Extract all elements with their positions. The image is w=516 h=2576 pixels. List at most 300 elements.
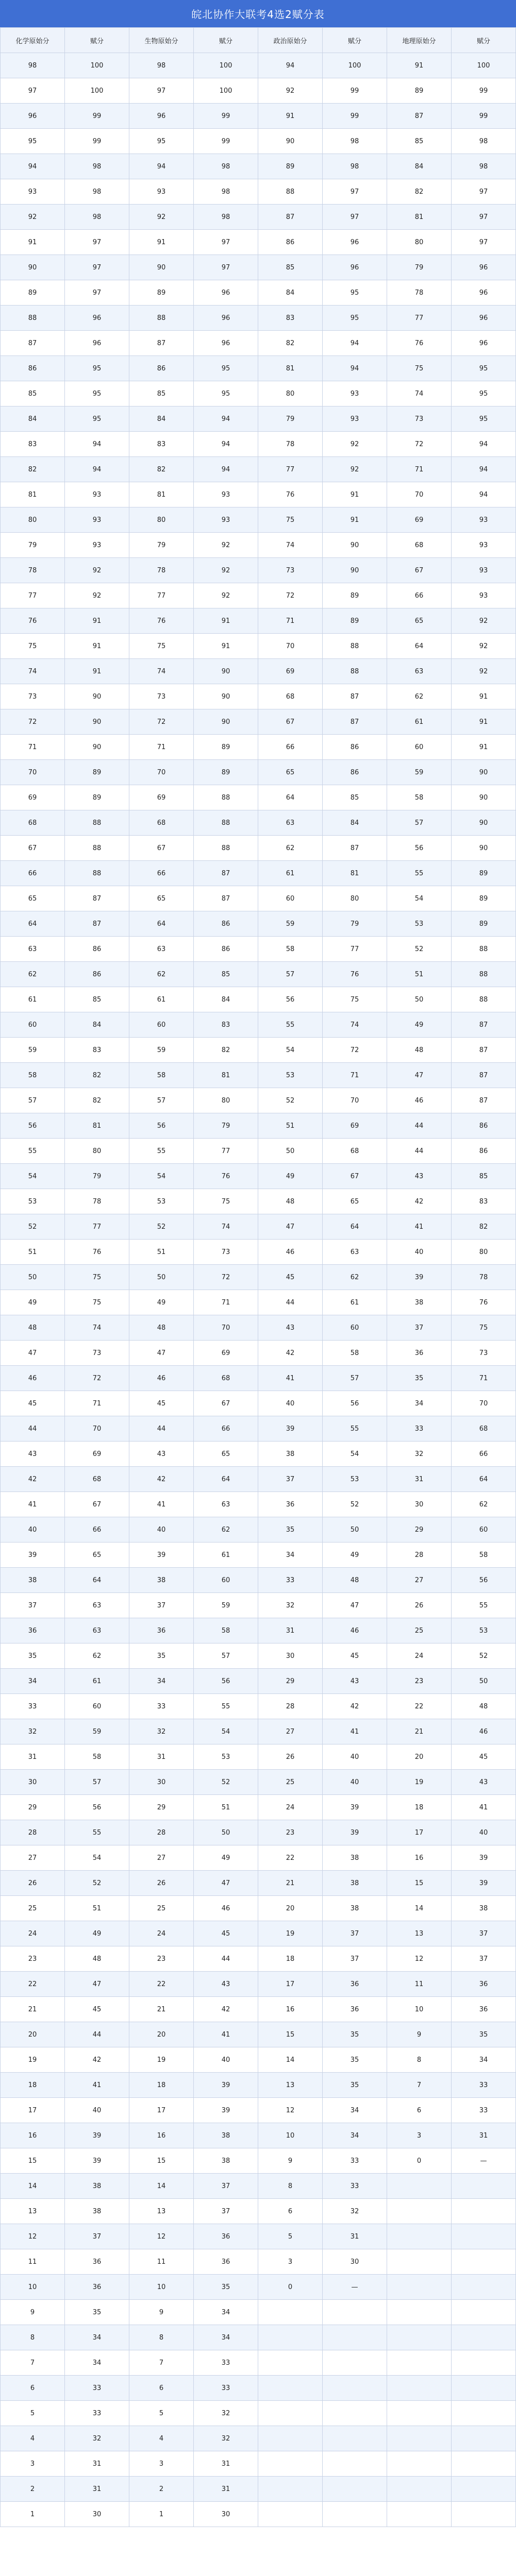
cell-geography-score: 48 [452,1694,516,1719]
cell-chemistry-score: 88 [65,836,129,861]
cell-chemistry-raw: 88 [1,306,65,331]
cell-biology-score: 49 [194,1845,258,1871]
cell-chemistry-raw: 72 [1,709,65,735]
table-row [1,406,516,432]
cell-geography-raw [387,2249,452,2275]
cell-biology-score: 88 [194,785,258,810]
cell-geography-raw [387,2426,452,2451]
cell-geography-raw: 62 [387,684,452,709]
cell-biology-raw: 56 [129,1113,194,1139]
cell-chemistry-raw: 95 [1,129,65,154]
cell-geography-raw: 37 [387,1315,452,1341]
cell-biology-score: 70 [194,1315,258,1341]
cell-chemistry-raw: 56 [1,1113,65,1139]
cell-chemistry-raw: 69 [1,785,65,810]
cell-politics-raw: 56 [258,987,323,1012]
cell-geography-raw: 23 [387,1669,452,1694]
cell-geography-score: 38 [452,1896,516,1921]
cell-biology-raw: 61 [129,987,194,1012]
cell-biology-score: 98 [194,205,258,230]
cell-geography-raw: 76 [387,331,452,356]
cell-politics-score: 49 [323,1543,387,1568]
cell-biology-raw: 39 [129,1543,194,1568]
cell-politics-score: 85 [323,785,387,810]
cell-politics-raw: 81 [258,356,323,381]
cell-chemistry-raw: 26 [1,1871,65,1896]
cell-chemistry-score: 85 [65,987,129,1012]
cell-biology-raw: 24 [129,1921,194,1946]
cell-politics-raw: 78 [258,432,323,457]
cell-biology-score: 43 [194,1972,258,1997]
cell-politics-score: 99 [323,104,387,129]
table-row [1,356,516,381]
cell-chemistry-score: 90 [65,709,129,735]
cell-biology-score: 42 [194,1997,258,2022]
cell-geography-raw: 26 [387,1593,452,1618]
cell-biology-score: 97 [194,255,258,280]
cell-geography-raw: 61 [387,709,452,735]
cell-geography-raw: 42 [387,1189,452,1214]
cell-geography-score: 41 [452,1795,516,1820]
cell-geography-raw: 64 [387,634,452,659]
cell-biology-raw: 48 [129,1315,194,1341]
cell-geography-score: 53 [452,1618,516,1643]
cell-politics-raw: 84 [258,280,323,306]
table-row [1,1946,516,1972]
cell-chemistry-raw: 41 [1,1492,65,1517]
cell-biology-score: 33 [194,2376,258,2401]
cell-biology-raw: 37 [129,1593,194,1618]
cell-chemistry-score: 38 [65,2199,129,2224]
cell-politics-raw: 66 [258,735,323,760]
cell-politics-raw: 35 [258,1517,323,1543]
cell-politics-score: 90 [323,533,387,558]
cell-geography-score: 82 [452,1214,516,1240]
cell-biology-raw: 74 [129,659,194,684]
cell-biology-score: 97 [194,230,258,255]
cell-chemistry-raw: 59 [1,1038,65,1063]
cell-chemistry-raw: 21 [1,1997,65,2022]
table-row [1,1088,516,1113]
cell-politics-score: 65 [323,1189,387,1214]
cell-biology-score: 35 [194,2275,258,2300]
cell-geography-score [452,2401,516,2426]
cell-chemistry-raw: 23 [1,1946,65,1972]
cell-chemistry-score: 95 [65,356,129,381]
cell-geography-score [452,2300,516,2325]
cell-politics-raw: 17 [258,1972,323,1997]
cell-chemistry-raw: 80 [1,507,65,533]
cell-geography-raw: 78 [387,280,452,306]
cell-chemistry-raw: 1 [1,2502,65,2527]
cell-politics-score: 38 [323,1845,387,1871]
cell-politics-raw: 42 [258,1341,323,1366]
cell-biology-raw: 34 [129,1669,194,1694]
table-row [1,2502,516,2527]
cell-geography-score: 40 [452,1820,516,1845]
cell-geography-score: 64 [452,1467,516,1492]
cell-geography-raw: 58 [387,785,452,810]
cell-geography-score: 96 [452,331,516,356]
cell-chemistry-score: 60 [65,1694,129,1719]
cell-politics-raw: 92 [258,78,323,104]
cell-chemistry-score: 30 [65,2502,129,2527]
cell-biology-raw: 15 [129,2148,194,2174]
cell-politics-raw: 24 [258,1795,323,1820]
cell-chemistry-score: 71 [65,1391,129,1416]
cell-politics-score: 88 [323,634,387,659]
cell-geography-raw: 9 [387,2022,452,2047]
table-row [1,634,516,659]
cell-biology-raw: 53 [129,1189,194,1214]
cell-chemistry-score: 86 [65,937,129,962]
cell-chemistry-raw: 30 [1,1770,65,1795]
cell-politics-score: 74 [323,1012,387,1038]
cell-geography-raw: 53 [387,911,452,937]
header-biology-score: 赋分 [194,28,258,53]
cell-politics-raw: 51 [258,1113,323,1139]
cell-biology-score: 65 [194,1442,258,1467]
cell-chemistry-raw: 54 [1,1164,65,1189]
table-row [1,533,516,558]
cell-geography-raw: 71 [387,457,452,482]
cell-chemistry-raw: 85 [1,381,65,406]
table-row [1,1214,516,1240]
cell-geography-raw: 36 [387,1341,452,1366]
cell-biology-raw: 45 [129,1391,194,1416]
cell-politics-score: 35 [323,2073,387,2098]
cell-politics-score: 39 [323,1820,387,1845]
cell-chemistry-score: 62 [65,1643,129,1669]
cell-politics-raw [258,2426,323,2451]
cell-politics-score: 56 [323,1391,387,1416]
cell-chemistry-raw: 27 [1,1845,65,1871]
cell-biology-raw: 84 [129,406,194,432]
table-row [1,684,516,709]
cell-biology-score: 90 [194,659,258,684]
cell-geography-score: 92 [452,634,516,659]
cell-politics-score: 75 [323,987,387,1012]
cell-biology-score: 92 [194,583,258,608]
cell-geography-score: 35 [452,2022,516,2047]
table-row [1,2275,516,2300]
cell-politics-raw: 12 [258,2098,323,2123]
cell-chemistry-score: 55 [65,1820,129,1845]
cell-chemistry-score: 81 [65,1113,129,1139]
cell-geography-raw: 54 [387,886,452,911]
cell-politics-score: 94 [323,331,387,356]
header-chemistry-raw: 化学原始分 [1,28,65,53]
cell-chemistry-score: 83 [65,1038,129,1063]
cell-biology-score: 74 [194,1214,258,1240]
cell-chemistry-score: 35 [65,2300,129,2325]
cell-politics-raw: 61 [258,861,323,886]
cell-politics-score: 77 [323,937,387,962]
table-row [1,1517,516,1543]
cell-chemistry-score: 90 [65,684,129,709]
table-row [1,2022,516,2047]
cell-biology-score: 98 [194,179,258,205]
cell-politics-raw: 10 [258,2123,323,2148]
cell-politics-score: 71 [323,1063,387,1088]
cell-politics-score: 67 [323,1164,387,1189]
cell-biology-raw: 4 [129,2426,194,2451]
cell-biology-raw: 38 [129,1568,194,1593]
cell-geography-raw: 75 [387,356,452,381]
cell-chemistry-raw: 40 [1,1517,65,1543]
cell-politics-raw: 82 [258,331,323,356]
cell-chemistry-raw: 89 [1,280,65,306]
cell-chemistry-score: 99 [65,129,129,154]
cell-chemistry-raw: 47 [1,1341,65,1366]
cell-politics-raw: 37 [258,1467,323,1492]
cell-biology-raw: 95 [129,129,194,154]
cell-biology-score: 39 [194,2098,258,2123]
cell-geography-raw [387,2199,452,2224]
cell-geography-score: 37 [452,1946,516,1972]
table-row [1,53,516,78]
cell-biology-raw: 96 [129,104,194,129]
cell-geography-score: 58 [452,1543,516,1568]
cell-geography-score: 33 [452,2073,516,2098]
cell-geography-raw: 22 [387,1694,452,1719]
cell-politics-raw: 43 [258,1315,323,1341]
header-politics-score: 赋分 [323,28,387,53]
cell-geography-raw: 51 [387,962,452,987]
cell-biology-raw: 59 [129,1038,194,1063]
table-body [1,53,516,2527]
cell-geography-score: 83 [452,1189,516,1214]
table-row [1,886,516,911]
cell-politics-score: 45 [323,1643,387,1669]
cell-politics-raw: 60 [258,886,323,911]
table-row [1,1265,516,1290]
cell-chemistry-raw: 43 [1,1442,65,1467]
cell-politics-score: 47 [323,1593,387,1618]
cell-geography-raw: 34 [387,1391,452,1416]
cell-biology-score: 86 [194,937,258,962]
cell-geography-raw: 31 [387,1467,452,1492]
cell-biology-raw: 80 [129,507,194,533]
cell-geography-raw: 3 [387,2123,452,2148]
cell-geography-raw: 85 [387,129,452,154]
cell-geography-score: 73 [452,1341,516,1366]
cell-politics-score: 93 [323,381,387,406]
table-row [1,179,516,205]
cell-politics-raw: 75 [258,507,323,533]
cell-biology-raw: 26 [129,1871,194,1896]
cell-biology-score: 96 [194,280,258,306]
cell-biology-raw: 40 [129,1517,194,1543]
cell-biology-raw: 18 [129,2073,194,2098]
cell-geography-score [452,2224,516,2249]
cell-chemistry-raw: 46 [1,1366,65,1391]
cell-chemistry-score: 97 [65,255,129,280]
cell-geography-score [452,2376,516,2401]
cell-politics-raw: 76 [258,482,323,507]
cell-geography-score: 56 [452,1568,516,1593]
cell-geography-raw: 30 [387,1492,452,1517]
cell-biology-raw: 41 [129,1492,194,1517]
cell-biology-score: 68 [194,1366,258,1391]
cell-chemistry-raw: 76 [1,608,65,634]
cell-chemistry-raw: 13 [1,2199,65,2224]
cell-politics-score: 76 [323,962,387,987]
cell-politics-score: 37 [323,1946,387,1972]
cell-chemistry-score: 73 [65,1341,129,1366]
cell-biology-raw: 21 [129,1997,194,2022]
cell-chemistry-score: 79 [65,1164,129,1189]
cell-politics-raw: 27 [258,1719,323,1744]
cell-geography-score: 99 [452,78,516,104]
cell-chemistry-raw: 87 [1,331,65,356]
cell-geography-raw: 56 [387,836,452,861]
cell-chemistry-score: 56 [65,1795,129,1820]
cell-biology-raw: 70 [129,760,194,785]
cell-geography-score: 96 [452,306,516,331]
cell-politics-raw: 90 [258,129,323,154]
cell-politics-score: — [323,2275,387,2300]
cell-politics-raw: 31 [258,1618,323,1643]
cell-biology-score: 93 [194,482,258,507]
cell-politics-score: 69 [323,1113,387,1139]
cell-biology-raw: 93 [129,179,194,205]
cell-biology-raw: 92 [129,205,194,230]
cell-geography-raw: 43 [387,1164,452,1189]
table-row [1,104,516,129]
cell-biology-raw: 52 [129,1214,194,1240]
cell-geography-raw: 55 [387,861,452,886]
cell-chemistry-raw: 32 [1,1719,65,1744]
cell-biology-score: 80 [194,1088,258,1113]
cell-geography-raw: 46 [387,1088,452,1113]
cell-biology-score: 88 [194,836,258,861]
table-row [1,205,516,230]
cell-politics-raw: 69 [258,659,323,684]
cell-geography-score: 45 [452,1744,516,1770]
score-conversion-table [0,27,516,2527]
cell-chemistry-raw: 36 [1,1618,65,1643]
cell-politics-raw: 8 [258,2174,323,2199]
cell-geography-raw: 66 [387,583,452,608]
cell-politics-score: 46 [323,1618,387,1643]
cell-geography-score: 86 [452,1113,516,1139]
cell-geography-score: 90 [452,810,516,836]
cell-chemistry-score: 80 [65,1139,129,1164]
cell-biology-score: 95 [194,381,258,406]
cell-politics-score: 89 [323,583,387,608]
cell-geography-score: 90 [452,785,516,810]
cell-politics-raw: 91 [258,104,323,129]
cell-politics-score: 53 [323,1467,387,1492]
cell-geography-raw: 44 [387,1139,452,1164]
cell-politics-score: 31 [323,2224,387,2249]
cell-geography-score: 97 [452,179,516,205]
cell-biology-raw: 35 [129,1643,194,1669]
cell-biology-score: 46 [194,1896,258,1921]
cell-politics-score: 87 [323,836,387,861]
cell-geography-raw: 49 [387,1012,452,1038]
cell-biology-raw: 75 [129,634,194,659]
cell-geography-raw: 72 [387,432,452,457]
cell-biology-score: 93 [194,507,258,533]
cell-chemistry-raw: 17 [1,2098,65,2123]
table-row [1,1744,516,1770]
cell-politics-score [323,2350,387,2376]
cell-biology-score: 32 [194,2426,258,2451]
table-row [1,937,516,962]
cell-biology-raw: 16 [129,2123,194,2148]
table-row [1,1189,516,1214]
cell-chemistry-raw: 6 [1,2376,65,2401]
cell-biology-raw: 69 [129,785,194,810]
cell-chemistry-score: 34 [65,2350,129,2376]
cell-chemistry-raw: 93 [1,179,65,205]
cell-politics-raw: 16 [258,1997,323,2022]
cell-biology-raw: 28 [129,1820,194,1845]
cell-biology-score: 44 [194,1946,258,1972]
cell-biology-raw: 42 [129,1467,194,1492]
cell-geography-score: 31 [452,2123,516,2148]
table-row [1,1845,516,1871]
cell-politics-raw [258,2350,323,2376]
cell-politics-score: 42 [323,1694,387,1719]
cell-geography-score: 99 [452,104,516,129]
cell-geography-score: 91 [452,709,516,735]
cell-geography-score [452,2350,516,2376]
cell-chemistry-raw: 34 [1,1669,65,1694]
cell-geography-raw [387,2300,452,2325]
cell-geography-raw [387,2224,452,2249]
cell-politics-raw: 86 [258,230,323,255]
cell-geography-score: 96 [452,255,516,280]
cell-geography-score: 97 [452,230,516,255]
cell-chemistry-raw: 58 [1,1063,65,1088]
table-row [1,785,516,810]
cell-chemistry-raw: 15 [1,2148,65,2174]
table-row [1,1240,516,1265]
table-row [1,432,516,457]
cell-chemistry-raw: 5 [1,2401,65,2426]
cell-biology-score: 96 [194,331,258,356]
cell-geography-score: 93 [452,583,516,608]
table-row [1,709,516,735]
cell-biology-score: 83 [194,1012,258,1038]
cell-biology-score: 51 [194,1795,258,1820]
cell-geography-score: 78 [452,1265,516,1290]
table-row [1,583,516,608]
table-row [1,608,516,634]
table-row [1,1997,516,2022]
cell-chemistry-score: 100 [65,78,129,104]
cell-chemistry-score: 66 [65,1517,129,1543]
cell-chemistry-raw: 74 [1,659,65,684]
table-row [1,810,516,836]
cell-chemistry-score: 98 [65,205,129,230]
cell-politics-raw: 77 [258,457,323,482]
cell-biology-raw: 83 [129,432,194,457]
cell-chemistry-raw: 19 [1,2047,65,2073]
cell-chemistry-score: 34 [65,2325,129,2350]
cell-geography-score: 43 [452,1770,516,1795]
cell-politics-score: 87 [323,684,387,709]
cell-biology-raw: 20 [129,2022,194,2047]
header-row [1,28,516,53]
cell-biology-raw: 87 [129,331,194,356]
cell-politics-score: 97 [323,205,387,230]
cell-geography-score: 88 [452,937,516,962]
table-row [1,1063,516,1088]
